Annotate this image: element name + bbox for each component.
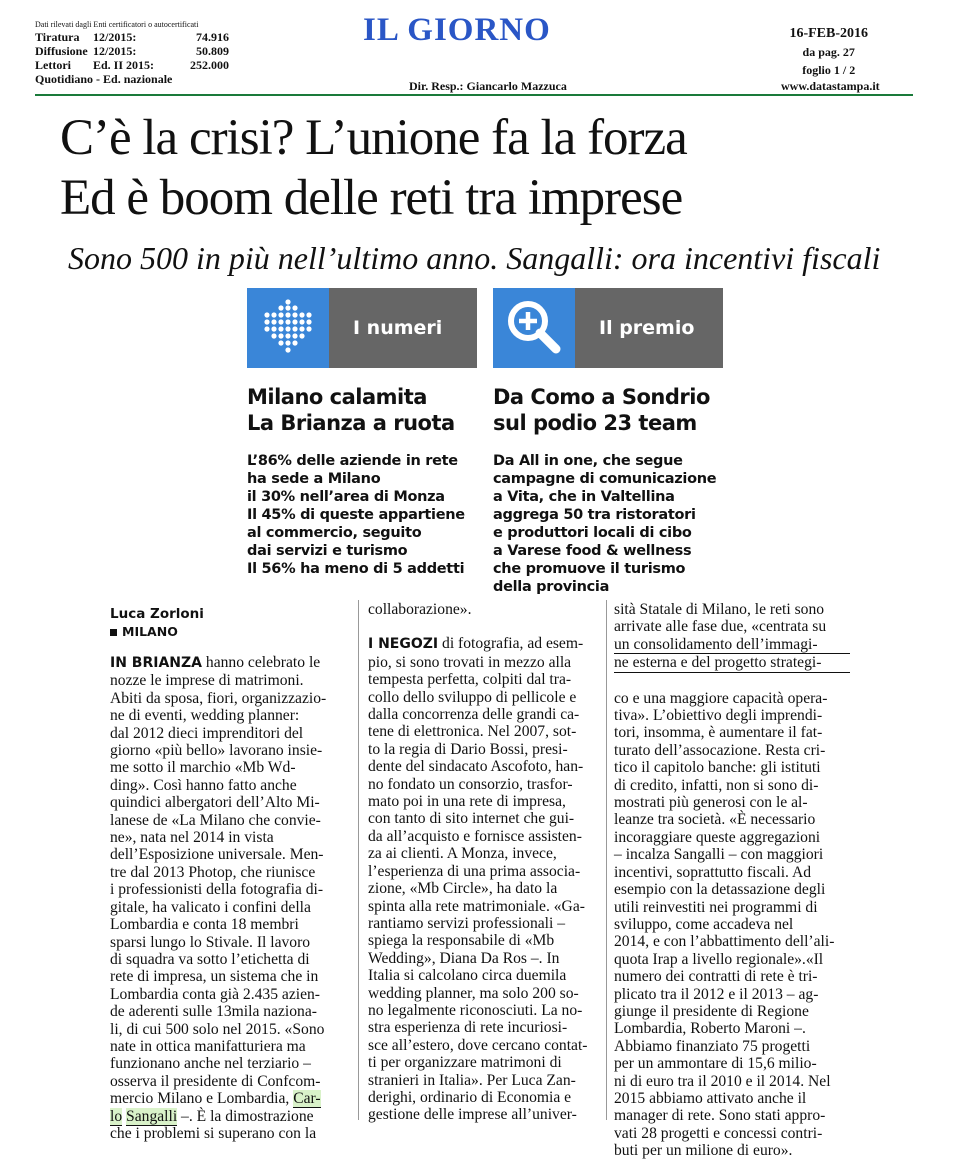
box-heading: Da Como a Sondrio sul podio 23 team xyxy=(493,385,710,435)
bullseye-arrow-icon xyxy=(247,288,329,368)
highlighted-name: Sangalli xyxy=(126,1107,178,1125)
issue-info xyxy=(789,25,868,79)
edition: Quotidiano - Ed. nazionale xyxy=(35,72,173,86)
highlighted-name: Car- xyxy=(293,1090,321,1108)
stat-row: Tiratura 12/2015: 74.916 xyxy=(35,30,229,44)
article-column-2: collaborazione». I NEGOZI di fotografia, ad esem- pio, si sono trovati in mezzo alla tempesta perfetta, colpiti dal tra- collo dello sviluppo di pellicole e dalla concorrenza delle grandi ca- tene di elettronica. Nel 2007, sot- to la regia di Dario Bossi, presi- dente del sindacato Ascofoto, han- no fondato un consorzio, trasfor- mato poi in una rete di impresa, con tanto di sito internet che gui- da all’acquisto e fornisce assisten- za ai clienti. A Monza, invece, l’esperienza di una prima associa- zione, «Mb Circle», ha dato la spinta alla rete matrimoniale. «Ga- rantiamo servizi professionali – spiega la responsabile di «Mb Wedding», Diana Da Ros –. In Italia si calcolano circa duemila wedding planner, ma solo 200 so- no legalmente riconosciuti. La no- stra esperienza di rete incuriosi- sce all’estero, dove cercano contat- ti per organizzare matrimoni di stranieri in Italia». Per Luca Zan- derighi, ordinario di Economia e gestione delle imprese all’univer- xyxy=(368,601,588,1124)
column-divider xyxy=(358,600,359,1120)
box-banner xyxy=(493,288,723,368)
dateline: MILANO xyxy=(110,623,204,640)
sheet-ref: foglio 1 / 2 xyxy=(802,63,856,77)
website: www.datastampa.it xyxy=(781,79,880,93)
underlined-quote: un consolidamento dell’immagi- xyxy=(614,636,850,654)
byline xyxy=(110,606,204,640)
box-label: I numeri xyxy=(329,288,477,368)
highlighted-name: lo xyxy=(110,1107,123,1125)
lead-in: I NEGOZI xyxy=(368,636,439,653)
box-text: Da All in one, che segue campagne di comunicazione a Vita, che in Valtellina aggrega 50 tra ristoratori e produttori locali di cibo a Varese food & wellness che promuove il turismo della provincia xyxy=(493,453,717,595)
disclaimer: Dati rilevati dagli Enti certificatori o autocertificati xyxy=(35,20,199,29)
column-divider xyxy=(606,600,607,1120)
box-text: L’86% delle aziende in rete ha sede a Milano il 30% nell’area di Monza Il 45% di queste appartiene al commercio, seguito dai servizi e turismo Il 56% ha meno di 5 addetti xyxy=(247,453,465,577)
newspaper-masthead: IL GIORNO xyxy=(363,12,551,48)
underlined-quote: ne esterna e del progetto strategi- xyxy=(614,654,850,672)
box-premio xyxy=(493,288,723,596)
stat-row: Lettori Ed. II 2015: 252.000 xyxy=(35,58,229,72)
box-heading: Milano calamita La Brianza a ruota xyxy=(247,385,455,435)
square-bullet-icon xyxy=(110,629,117,636)
article-subtitle: Sono 500 in più nell’ultimo anno. Sangalli: ora incentivi fiscali xyxy=(68,240,881,276)
article-column-3: sità Statale di Milano, le reti sono arrivate alle fase due, «centrata su un consolidamento dell’immagi- ne esterna e del progetto strategi- co e una maggiore capacità opera- tiva». L’obiettivo degli imprendi- tori, insomma, è aumentare il fat- turato dell’assocazione. Resta cri- tico il capitolo banche: gli istituti di credito, infatti, non si sono di- mostrati più generosi con le al- leanze tra società. «È necessario incoraggiare queste aggregazioni – incalza Sangalli – con maggiori incentivi, soprattutto fiscali. Ad esempio con la detassazione degli utili reinvestiti nei programmi di sviluppo, come accadeva nel 2014, e con l’abbattimento dell’ali- quota Irap a livello regionale».«Il numero dei contratti di rete è tri- plicato tra il 2012 e il 2013 – ag- giunge il presidente di Regione Lombardia, Roberto Maroni –. Abbiamo finanziato 75 progetti per un ammontare di 15,6 milio- ni di euro tra il 2010 e il 2014. Nel 2015 abbiamo attivato anche il manager di rete. Sono stati appro- vati 28 progetti e concessi contri- buti per un milione di euro». xyxy=(614,601,850,1160)
box-label: Il premio xyxy=(575,288,723,368)
page-ref: da pag. 27 xyxy=(802,45,855,59)
title-line: C’è la crisi? L’unione fa la forza xyxy=(60,110,687,166)
header-divider xyxy=(35,94,913,96)
author: Luca Zorloni xyxy=(110,606,204,622)
circulation-stats xyxy=(35,20,229,86)
director: Dir. Resp.: Giancarlo Mazzuca xyxy=(409,79,567,93)
magnifier-plus-icon xyxy=(493,288,575,368)
stat-row: Diffusione 12/2015: 50.809 xyxy=(35,44,229,58)
issue-date: 16-FEB-2016 xyxy=(789,26,868,41)
article-column-1: IN BRIANZA hanno celebrato le nozze le imprese di matrimoni. Abiti da sposa, fiori, organizzazio- ne di eventi, wedding planner: dal 2012 dieci imprenditori del giorno «più bello» lavorano insie- me sotto il marchio «Mb Wd- ding». Così hanno fatto anche quindici albergatori dell’Alto Mi- lanese de «La Milano che convie- ne», nata nel 2014 in vista dell’Esposizione universale. Men- tre dal 2013 Photop, che riunisce i professionisti della fotografia di- gitale, ha valicato i confini della Lombardia e conta 18 membri sparsi lungo lo Stivale. Il lavoro di squadra va sotto l’etichetta di rete di impresa, un sistema che in Lombardia conta già 2.435 azien- de aderenti sulle 13mila naziona- li, di cui 500 solo nel 2015. «Sono nate in ottica manifatturiera ma funzionano anche nel terziario – osserva il presidente di Confcom- mercio Milano e Lombardia, Car- lo Sangalli –. È la dimostrazione che i problemi si superano con la xyxy=(110,654,327,1142)
box-banner xyxy=(247,288,477,368)
box-numeri xyxy=(247,288,477,578)
lead-in: IN BRIANZA xyxy=(110,655,202,671)
article-title xyxy=(60,108,930,228)
title-line: Ed è boom delle reti tra imprese xyxy=(60,170,683,226)
